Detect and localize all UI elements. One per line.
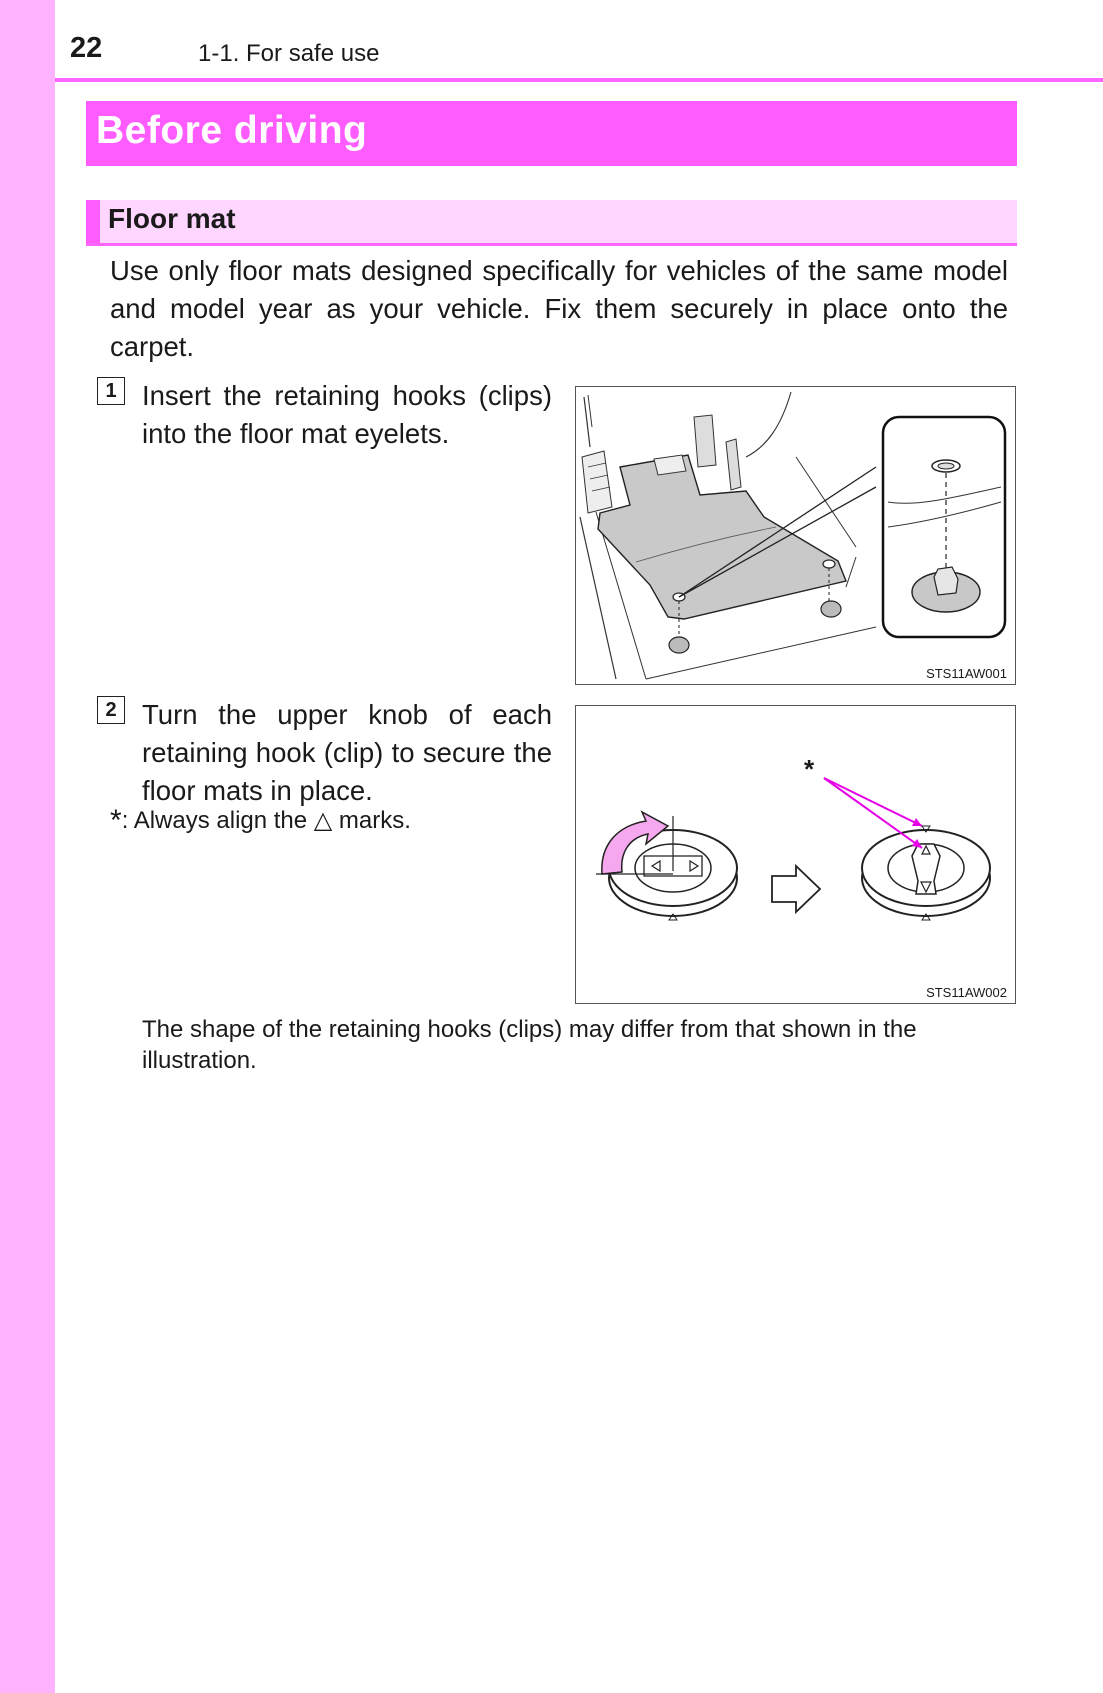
title-band xyxy=(86,101,1017,166)
note-asterisk: * xyxy=(110,804,122,837)
floor-mat-clip-illustration xyxy=(576,387,1016,685)
header-divider xyxy=(55,78,1103,82)
step-number-1: 1 xyxy=(97,377,125,405)
subsection-band xyxy=(86,200,1017,246)
illustration-footnote: The shape of the retaining hooks (clips) may differ from that shown in the illustration. xyxy=(142,1016,917,1074)
page-header xyxy=(55,0,1103,80)
intro-paragraph: Use only floor mats designed specifically for vehicles of the same model and model year as your vehicle. Fix them securely in place onto the carpet. xyxy=(110,255,1008,362)
figure-2-callout-asterisk: * xyxy=(804,754,815,784)
page-title: Before driving xyxy=(96,109,368,152)
triangle-mark-icon: △ xyxy=(313,807,333,834)
step-number-2: 2 xyxy=(97,696,125,724)
note-text-before: : Always align the xyxy=(121,807,314,834)
figure-1-code: STS11AW001 xyxy=(926,666,1007,681)
note-text-after: marks. xyxy=(332,807,411,834)
step-1-text: Insert the retaining hooks (clips) into the floor mat eyelets. xyxy=(142,380,552,449)
figure-clip-rotation xyxy=(575,705,1016,1004)
figure-floor-mat-clips xyxy=(575,386,1016,685)
subsection-accent xyxy=(86,200,100,243)
figure-2-code: STS11AW002 xyxy=(926,985,1007,1000)
page-number: 22 xyxy=(70,32,103,64)
step-2-text: Turn the upper knob of each retaining hook (clip) to secure the floor mats in place. xyxy=(142,699,552,806)
subsection-title: Floor mat xyxy=(108,203,236,234)
section-reference: 1-1. For safe use xyxy=(198,40,380,67)
clip-knob-rotation-illustration xyxy=(576,706,1016,1004)
alignment-note xyxy=(110,804,411,838)
side-tab-bar xyxy=(0,0,55,1693)
